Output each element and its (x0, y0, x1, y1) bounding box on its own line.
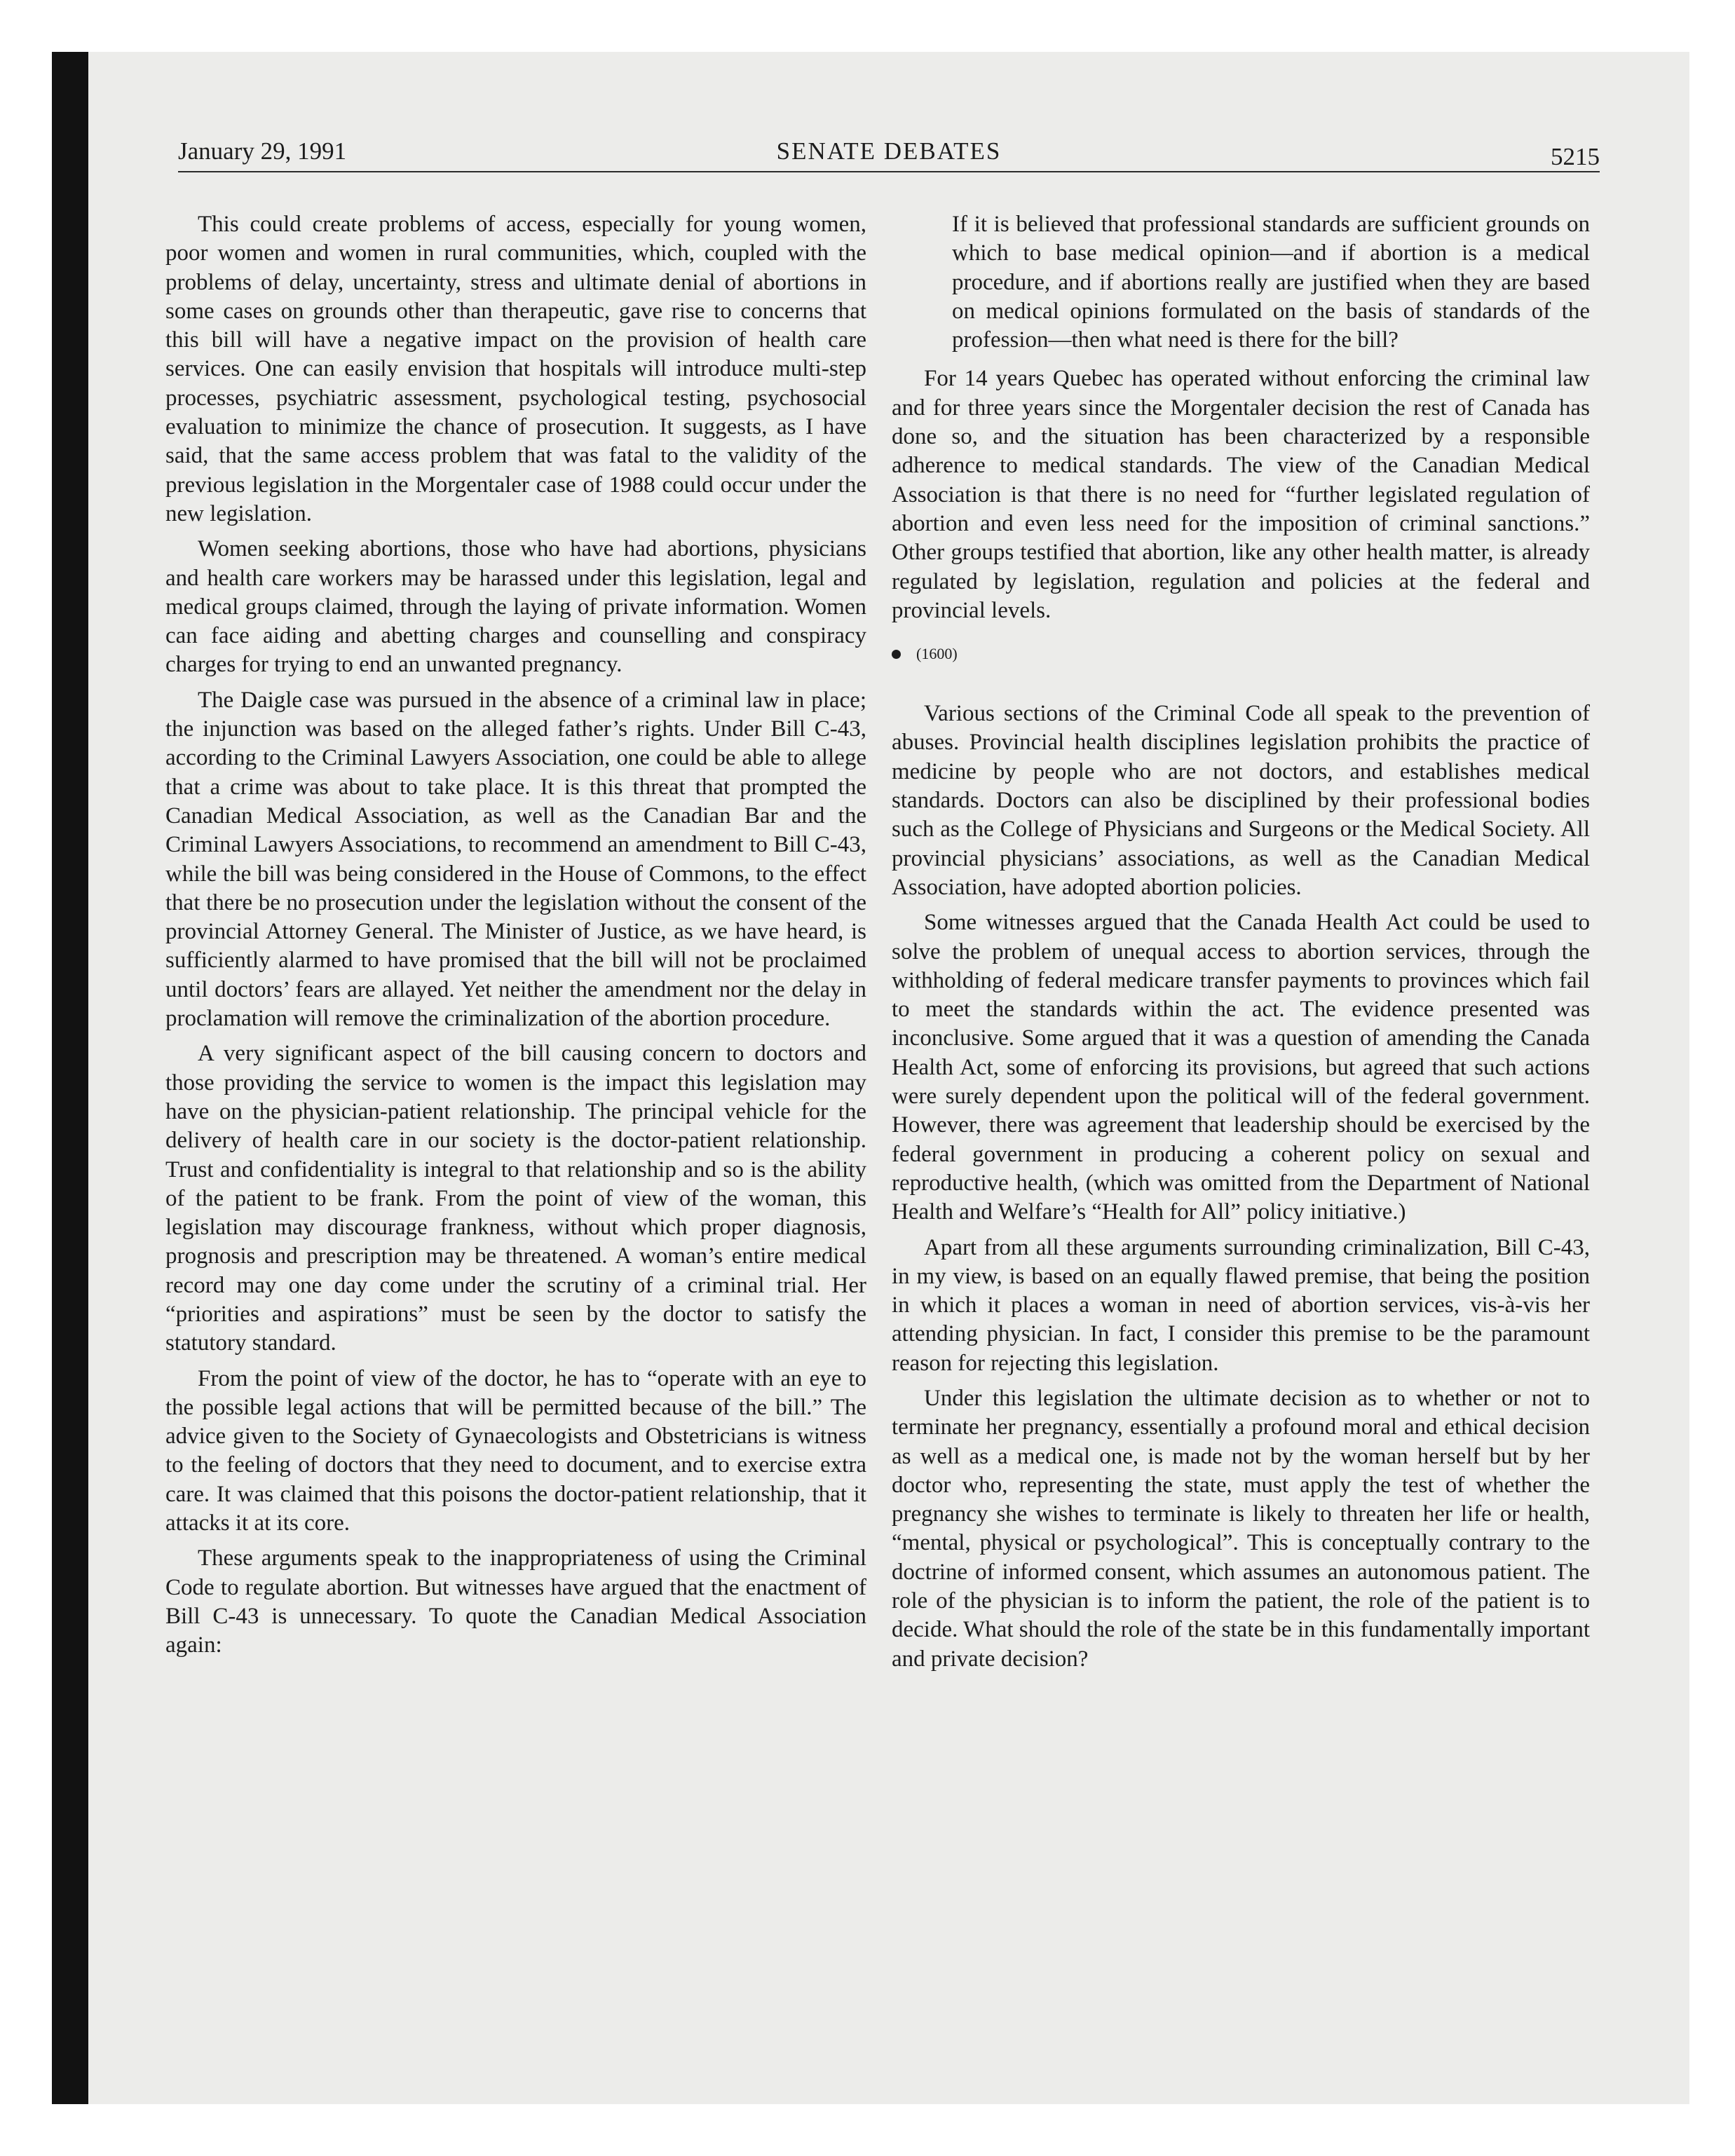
paragraph: Various sections of the Criminal Code all speak to the prevention of abuses. Provincial health disciplines legislation prohibits the practice of medicine by people who are not doctors, and establishes medical standards. Doctors can also be disciplined by their professional bodies such as the College of Physicians and Surgeons or the Medical Society. All provincial physicians’ associations, as well as the Canadian Medical Association, have adopted abortion policies. (892, 701, 1590, 900)
right-column (892, 210, 1590, 1680)
scan-binding-edge (52, 52, 88, 2104)
left-column (165, 210, 866, 1667)
paragraph: A very significant aspect of the bill causing concern to doctors and those providing the service to women is the impact this legislation may have on the physician-patient relationship. The principal vehicle for the delivery of health care in our society is the doctor-patient relationship. Trust and confidentiality is integral to that relationship and so is the ability of the patient to be frank. From the point of view of the woman, this legislation may discourage frankness, without which proper diagnosis, prognosis and prescription may be threatened. A woman’s entire medical record may one day come under the scrutiny of a criminal trial. Her “priorities and aspirations” must be seen by the doctor to satisfy the statutory standard. (165, 1041, 866, 1356)
paragraph: From the point of view of the doctor, he has to “operate with an eye to the possible legal actions that will be permitted because of the bill.” The advice given to the Society of Gynaecologists and Obstetricians is witness to the feeling of doctors that they need to document, and to exercise extra care. It was claimed that this poisons the doctor-patient relationship, that it attacks it at its core. (165, 1365, 866, 1536)
block-quote: If it is believed that professional standards are sufficient grounds on which to base medical opinion—and if abortion is a medical procedure, and if abortions really are justified when they are based on medical opinions formulated on the basis of standards of the profession—then what need is there for the bill? (952, 212, 1590, 353)
header-title: SENATE DEBATES (776, 137, 1002, 165)
paragraph: Apart from all these arguments surrounding criminalization, Bill C-43, in my view, is based on an equally flawed premise, that being the position in which it places a woman in need of abortion services, vis-à-vis her attending physician. In fact, I consider this premise to be the paramount reason for rejecting this legislation. (892, 1234, 1590, 1376)
header-page-number: 5215 (1551, 143, 1600, 170)
time-marker-label: (1600) (916, 645, 958, 663)
header-date: January 29, 1991 (178, 137, 347, 165)
paragraph: These arguments speak to the inappropriateness of using the Criminal Code to regulate abortion. But witnesses have argued that the enactment of Bill C-43 is unnecessary. To quote the Canadian Medical Association again: (165, 1546, 866, 1658)
time-marker (892, 643, 1590, 664)
paragraph: The Daigle case was pursued in the absence of a criminal law in place; the injunction was based on the alleged father’s rights. Under Bill C-43, according to the Criminal Lawyers Association, one could be able to allege that a crime was about to take place. It is this threat that prompted the Canadian Medical Association, as well as the Canadian Bar and the Criminal Lawyers Associations, to recommend an amendment to Bill C-43, while the bill was being considered in the House of Commons, to the effect that there be no prosecution under the legislation without the consent of the provincial Attorney General. The Minister of Justice, as we have heard, is sufficiently alarmed to have promised that the bill will not be proclaimed until doctors’ fears are allayed. Yet neither the amendment nor the delay in proclamation will remove the criminalization of the abortion procedure. (165, 687, 866, 1032)
paragraph: Some witnesses argued that the Canada Health Act could be used to solve the problem of unequal access to abortion services, through the withholding of federal medicare transfer payments to provinces which fail to meet the standards within the act. The evidence presented was inconclusive. Some argued that it was a question of amending the Canada Health Act, some of enforcing its provisions, but agreed that such actions were surely dependent upon the political will of the federal government. However, there was agreement that leadership should be exercised by the federal government in producing a coherent policy on sexual and reproductive health, (which was omitted from the Department of National Health and Welfare’s “Health for All” policy initiative.) (892, 910, 1590, 1225)
paragraph: Women seeking abortions, those who have had abortions, physicians and health care workers may be harassed under this legislation, legal and medical groups claimed, through the laying of private information. Women can face aiding and abetting charges and counselling and conspiracy charges for trying to end an unwanted pregnancy. (165, 536, 866, 678)
bullet-icon (892, 650, 901, 659)
paragraph: Under this legislation the ultimate decision as to whether or not to terminate her pregnancy, essentially a profound moral and ethical decision as well as a medical one, is made not by the woman herself but by her doctor who, representing the state, must apply the test of whether the pregnancy she wishes to terminate is likely to threaten her life or health, “mental, physical or psychological”. This is conceptually contrary to the doctrine of informed consent, which assumes an autonomous patient. The role of the physician is to inform the patient, the role of the patient is to decide. What should the role of the state be in this fundamentally important and private decision? (892, 1385, 1590, 1672)
paragraph: This could create problems of access, especially for young women, poor women and women in rural communities, which, coupled with the problems of delay, uncertainty, stress and ultimate denial of abortions in some cases on grounds other than therapeutic, gave rise to concerns that this bill will have a negative impact on the provision of health care services. One can easily envision that hospitals will introduce multi-step processes, psychiatric assessment, psychological testing, psychosocial evaluation to minimize the chance of prosecution. It suggests, as I have said, that the same access problem that was fatal to the validity of the previous legislation in the Morgentaler case of 1988 could occur under the new legislation. (165, 212, 866, 526)
page-header (178, 132, 1600, 172)
paragraph: For 14 years Quebec has operated without enforcing the criminal law and for three years since the Morgentaler decision the rest of Canada has done so, and the situation has been characterized by a responsible adherence to medical standards. The view of the Canadian Medical Association is that there is no need for “further legislated regulation of abortion and even less need for the imposition of criminal sanctions.” Other groups testified that abortion, like any other health matter, is already regulated by legislation, regulation and policies at the federal and provincial levels. (892, 366, 1590, 623)
